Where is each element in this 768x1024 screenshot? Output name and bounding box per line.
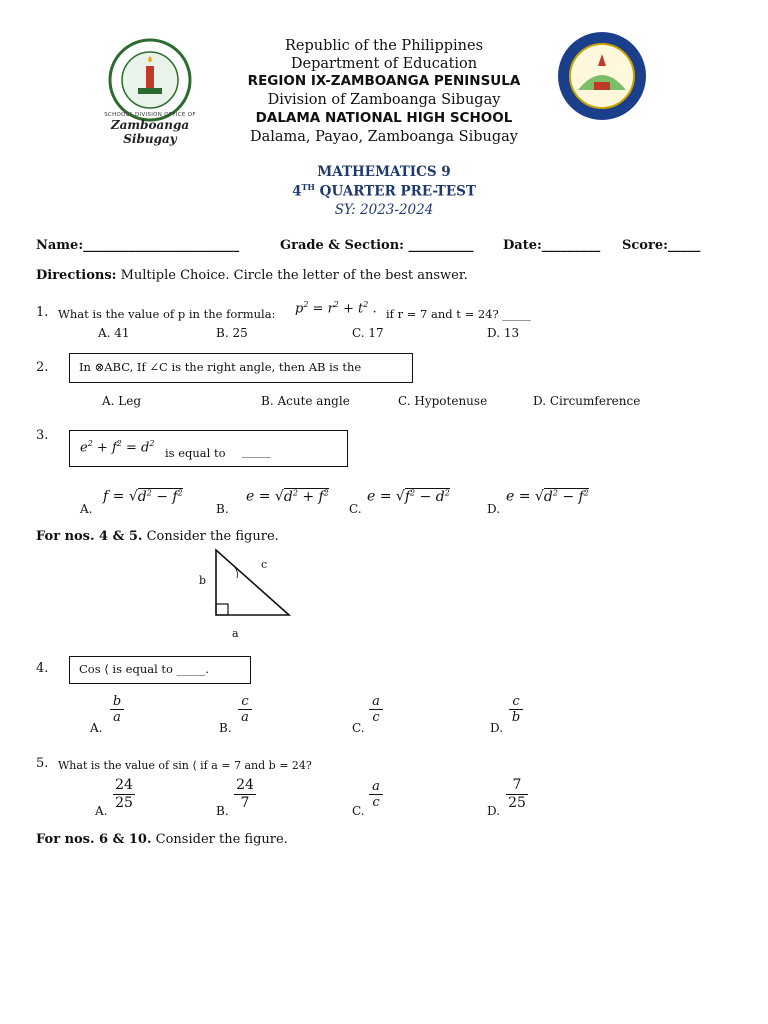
- q4-choice-d-frac: [509, 694, 523, 725]
- q5-choice-b-frac: [234, 777, 256, 812]
- quarter-superscript: TH: [301, 182, 315, 192]
- q4-letter-a[interactable]: A.: [90, 721, 103, 735]
- q5-number: 5.: [36, 756, 49, 771]
- q2-choice-a[interactable]: A. Leg: [102, 394, 142, 408]
- q3-choice-c-expr: $e = √f^2 - d^2$: [367, 488, 450, 505]
- q5-a-num: 24: [115, 777, 133, 793]
- q1-condition: if r = 7 and t = 24? _____: [386, 307, 532, 321]
- q5-letter-d[interactable]: D.: [487, 804, 501, 818]
- q1-choice-c[interactable]: C. 17: [352, 326, 384, 340]
- q1-choice-a[interactable]: A. 41: [98, 326, 130, 340]
- side-a-label: a: [232, 627, 239, 640]
- fig2-text: Consider the figure.: [151, 832, 288, 847]
- q5-b-den: 7: [234, 794, 256, 812]
- q5-text: What is the value of sin ⟨ if a = 7 and b = 24?: [58, 759, 312, 772]
- fig1-text: Consider the figure.: [142, 529, 279, 544]
- q1-number: 1.: [36, 305, 49, 320]
- q4-c-num: a: [372, 694, 380, 709]
- q2-box: [69, 353, 413, 383]
- q4-choice-c-frac: [369, 694, 383, 725]
- quarter-number: 4: [292, 183, 302, 200]
- grade-section-field: Grade & Section: __________: [280, 238, 474, 253]
- header-line-2: Department of Education: [290, 56, 478, 72]
- q3-choice-b-expr: $e = √d^2 + f^2$: [246, 488, 329, 505]
- q4-b-num: c: [241, 694, 249, 709]
- q4-b-den: a: [238, 709, 252, 725]
- q3-box: [69, 430, 348, 467]
- quarter-rest: QUARTER PRE-TEST: [314, 183, 476, 200]
- directions: [36, 268, 468, 283]
- q4-d-num: c: [512, 694, 520, 709]
- q4-d-den: b: [509, 709, 523, 725]
- q3-text: is equal to: [165, 446, 226, 460]
- q1-choice-d[interactable]: D. 13: [487, 326, 520, 340]
- q5-c-den: c: [369, 794, 383, 810]
- deped-caption-2: Zamboanga Sibugay: [110, 118, 190, 146]
- q1-formula: $p^2 = r^2 + t^2$ .: [295, 300, 377, 317]
- q5-d-num: 7: [512, 777, 522, 793]
- q4-a-num: b: [112, 694, 122, 709]
- name-field: Name:________________________: [36, 238, 240, 253]
- q5-d-den: 25: [506, 794, 528, 812]
- directions-label: Directions:: [36, 268, 117, 283]
- q3-choice-a-expr: $f = √d^2 - f^2$: [103, 488, 183, 505]
- right-triangle-figure: [196, 548, 306, 642]
- directions-text: Multiple Choice. Circle the letter of the best answer.: [116, 268, 468, 283]
- q4-letter-c[interactable]: C.: [352, 721, 365, 735]
- q4-box: [69, 656, 251, 684]
- side-b-label: b: [199, 574, 207, 587]
- q3-letter-c[interactable]: C.: [349, 502, 362, 516]
- q4-letter-b[interactable]: B.: [219, 721, 232, 735]
- header-line-1: Republic of the Philippines: [284, 38, 484, 54]
- q4-number: 4.: [36, 661, 49, 676]
- q5-a-den: 25: [113, 794, 135, 812]
- q1-text: What is the value of p in the formula:: [58, 307, 276, 321]
- q4-text: Cos ⟨ is equal to _____.: [79, 662, 210, 676]
- q2-number: 2.: [36, 360, 49, 375]
- q2-choice-b[interactable]: B. Acute angle: [261, 394, 350, 408]
- q5-letter-b[interactable]: B.: [216, 804, 229, 818]
- fig1-label: For nos. 4 & 5.: [36, 529, 143, 544]
- q2-text: In ⊗ABC, If ∠C is the right angle, then AB is the: [79, 360, 362, 374]
- header-address: Dalama, Payao, Zamboanga Sibugay: [249, 129, 518, 145]
- q3-formula: $e^2 + f^2 = d^2$: [80, 439, 155, 456]
- fig1-instruction: [36, 529, 279, 544]
- q5-letter-a[interactable]: A.: [95, 804, 108, 818]
- date-field: Date:_________: [503, 238, 601, 253]
- q5-choice-c-frac: [369, 779, 383, 810]
- q3-number: 3.: [36, 428, 49, 443]
- q5-b-num: 24: [236, 777, 254, 793]
- side-c-label: c: [261, 558, 268, 571]
- q3-choice-d-expr: $e = √d^2 - f^2$: [506, 488, 589, 505]
- q5-choice-a-frac: [113, 777, 135, 812]
- q1-choice-b[interactable]: B. 25: [216, 326, 248, 340]
- school-year: SY: 2023-2024: [334, 202, 434, 218]
- q3-blank: _____: [242, 444, 271, 458]
- q4-choice-b-frac: [238, 694, 252, 725]
- quarter-title: [0, 182, 768, 200]
- q2-choice-c[interactable]: C. Hypotenuse: [398, 394, 488, 408]
- q5-letter-c[interactable]: C.: [352, 804, 365, 818]
- q4-a-den: a: [110, 709, 124, 725]
- q4-choice-a-frac: [110, 694, 124, 725]
- q4-c-den: c: [369, 709, 383, 725]
- q3-letter-b[interactable]: B.: [216, 502, 229, 516]
- q3-letter-a[interactable]: A.: [80, 502, 93, 516]
- fig2-instruction: [36, 832, 288, 847]
- q5-choice-d-frac: [506, 777, 528, 812]
- subject-title: MATHEMATICS 9: [317, 164, 451, 180]
- triangle-diagram: [196, 548, 306, 642]
- header-division: Division of Zamboanga Sibugay: [267, 92, 501, 108]
- header-region: REGION IX-ZAMBOANGA PENINSULA: [247, 73, 521, 89]
- fig2-label: For nos. 6 & 10.: [36, 832, 152, 847]
- header-school: DALAMA NATIONAL HIGH SCHOOL: [255, 110, 513, 126]
- q4-letter-d[interactable]: D.: [490, 721, 504, 735]
- q3-letter-d[interactable]: D.: [487, 502, 501, 516]
- score-field: Score:_____: [622, 238, 701, 253]
- q2-choice-d[interactable]: D. Circumference: [533, 394, 641, 408]
- deped-caption-1: SCHOOLS DIVISION OFFICE OF: [104, 112, 196, 118]
- q5-c-num: a: [372, 779, 380, 794]
